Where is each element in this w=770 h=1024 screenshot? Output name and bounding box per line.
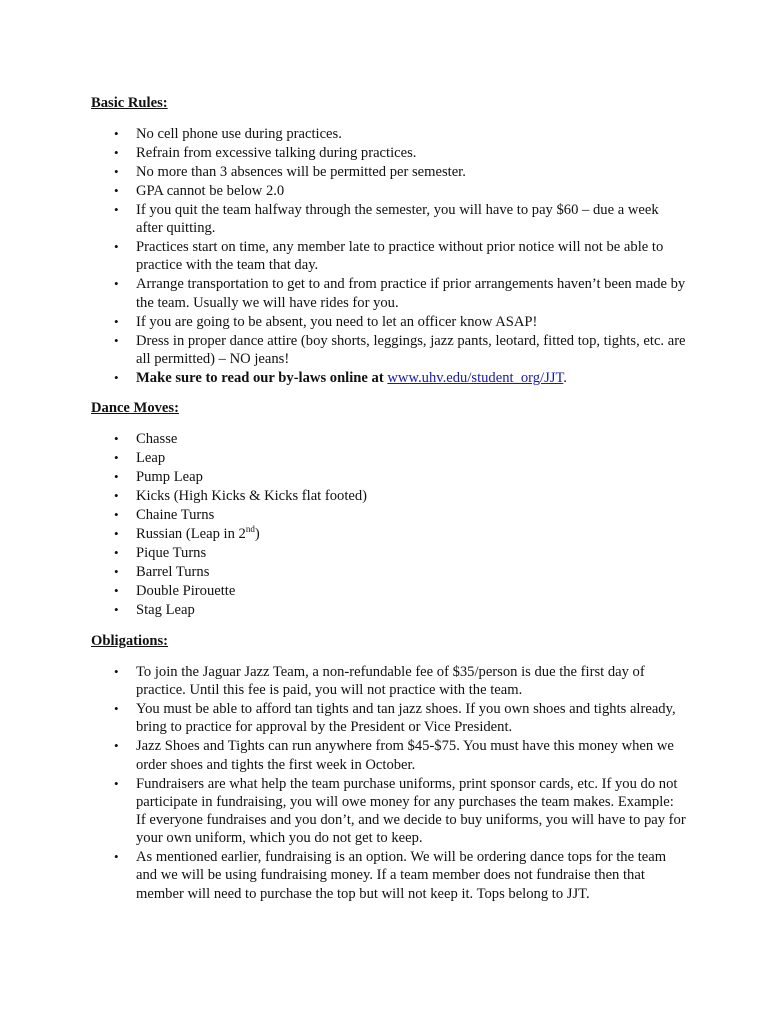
bullet-icon: • (114, 313, 119, 329)
obligations-heading: Obligations: (91, 633, 169, 649)
list-item: • No cell phone use during practices. (114, 126, 342, 142)
bullet-icon: • (114, 183, 119, 198)
bullet-icon: • (114, 450, 119, 465)
bullet-icon: • (114, 469, 119, 484)
list-item: • Leap (114, 450, 166, 466)
bullet-icon: • (114, 701, 119, 717)
bullet-icon: • (114, 164, 119, 179)
bullet-icon: • (114, 545, 119, 560)
list-item: • You must be able to afford tan tights and tan jazz shoes. If you own shoes and tights already, bring to practice for approval by the President or Vice President. (114, 701, 676, 736)
bullet-icon: • (114, 602, 119, 617)
bylaws-link[interactable]: www.uhv.edu/student_org/JJT (387, 369, 564, 386)
list-item: • Chasse (114, 431, 178, 447)
list-item: • Refrain from excessive talking during practices. (114, 145, 417, 161)
list-item: • Russian (Leap in 2nd) (114, 524, 260, 542)
bullet-icon: • (114, 332, 119, 348)
bullet-icon: • (114, 849, 119, 865)
list-item: • Kicks (High Kicks & Kicks flat footed) (114, 488, 368, 504)
list-item: • Jazz Shoes and Tights can run anywhere from $45-$75. You must have this money when we order shoes and tights the first week in October. (114, 738, 674, 773)
dance-moves-list (0, 430, 770, 620)
list-item: • Fundraisers are what help the team purchase uniforms, print sponsor cards, etc. If you do not participate in fundraising, you will owe money for any purchases the team makes. Example: If everyone fundraises and you don’t, and we decide to buy uniforms, you will have to pay for your own uniform, which you do not get to keep. (114, 775, 686, 847)
list-item: • Pump Leap (114, 469, 203, 485)
bullet-icon: • (114, 564, 119, 579)
list-item: • Barrel Turns (114, 564, 210, 580)
bullet-icon: • (114, 145, 119, 160)
basic-rules-list (0, 125, 770, 388)
list-item: • As mentioned earlier, fundraising is an option. We will be ordering dance tops for the team and we will be using fundraising money. If a team member does not fundraise then that member will need to purchase the top but will not keep it. Tops belong to JJT. (114, 849, 667, 902)
bullet-icon: • (114, 738, 119, 754)
list-item: • Chaine Turns (114, 507, 215, 523)
bullet-icon: • (114, 431, 119, 446)
list-item: • If you quit the team halfway through the semester, you will have to pay $60 – due a week after quitting. (114, 202, 659, 237)
bullet-icon: • (114, 775, 119, 791)
list-item: • To join the Jaguar Jazz Team, a non-refundable fee of $35/person is due the first day of practice. Until this fee is paid, you will not practice with the team. (114, 664, 645, 699)
bullet-icon: • (114, 276, 119, 292)
list-item: • Arrange transportation to get to and from practice if prior arrangements haven’t been made by the team. Usually we will have rides for you. (114, 276, 686, 311)
list-item: • Pique Turns (114, 545, 207, 561)
bullet-icon: • (114, 488, 119, 503)
bullet-icon: • (114, 126, 119, 141)
dance-moves-heading: Dance Moves: (91, 400, 179, 416)
list-item: • Stag Leap (114, 602, 195, 618)
bullet-icon: • (114, 202, 119, 217)
list-item: • Make sure to read our by-laws online at www.uhv.edu/student_org/JJT. (114, 369, 567, 386)
list-item: • Practices start on time, any member late to practice without prior notice will not be able to practice with the team that day. (114, 239, 664, 274)
basic-rules-heading: Basic Rules: (91, 95, 168, 111)
bullet-icon: • (114, 369, 119, 385)
list-item: • Dress in proper dance attire (boy shorts, leggings, jazz pants, leotard, fitted top, tights, etc. are all permitted) – NO jeans! (114, 332, 686, 367)
bullet-icon: • (114, 239, 119, 255)
bullet-icon: • (114, 664, 119, 679)
list-item: • No more than 3 absences will be permitted per semester. (114, 164, 466, 180)
bylaws-text: Make sure to read our by-laws online at (136, 369, 384, 386)
bullet-icon: • (114, 526, 119, 541)
list-item: • Double Pirouette (114, 583, 236, 599)
bullet-icon: • (114, 583, 119, 598)
list-item: • If you are going to be absent, you need to let an officer know ASAP! (114, 313, 538, 330)
list-item: • GPA cannot be below 2.0 (114, 183, 285, 199)
obligations-list (0, 663, 770, 904)
bullet-icon: • (114, 507, 119, 522)
